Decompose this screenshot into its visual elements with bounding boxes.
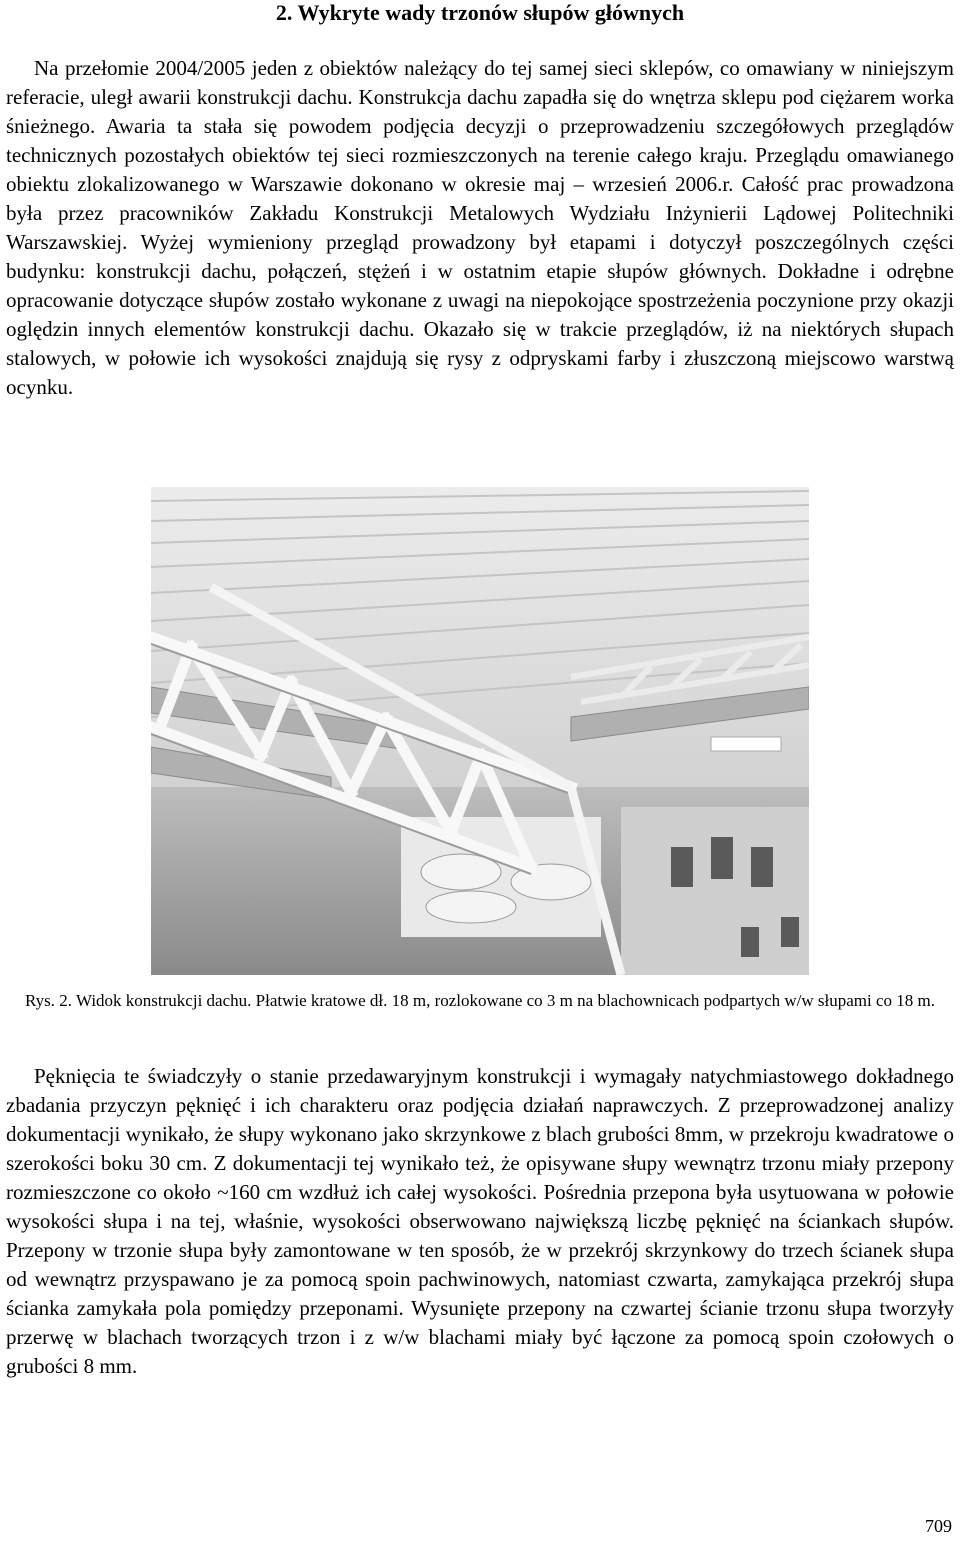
figure-caption: Rys. 2. Widok konstrukcji dachu. Płatwie kratowe dł. 18 m, rozlokowane co 3 m na blachownicach podpartych w/w słupami co 18 m. <box>25 991 935 1010</box>
section-heading: 2. Wykryte wady trzonów słupów głównych <box>275 0 685 25</box>
paragraph-intro <box>6 54 954 402</box>
paragraph-cracks-text: Pęknięcia te świadczyły o stanie przedawaryjnym konstrukcji i wymagały natychmiastowego dokładnego zbadania przyczyn pęknięć i ich charakteru oraz podjęcia działań naprawczych. Z przeprowadzonej analizy dokumentacji wynikało, że słupy wykonano jako skrzynkowe z blach grubości 8mm, w przekroju kwadratowe o szerokości boku 30 cm. Z dokumentacji tej wynikało też, że opisywane słupy wewnątrz trzonu miały przepony rozmieszczone co około ~160 cm wzdłuż ich całej wysokości. Pośrednia przepona była usytuowana w połowie wysokości słupa i na tej, właśnie, wysokości obserwowano największą liczbę pęknięć na ściankach słupów. Przepony w trzonie słupa były zamontowane w ten sposób, że w przekrój skrzynkowy do trzech ścianek słupa od wewnątrz przyspawano je za pomocą spoin pachwinowych, natomiast czwarta, zamykająca przekrój słupa ścianka zamykała pola pomiędzy przeponami. Wysunięte przepony na czwartej ścianie trzonu słupa tworzyły przerwę w blachach tworzących trzon i z w/w blachami miały być łączone za pomocą spoin czołowych o grubości 8 mm. <box>6 1064 954 1378</box>
page-number: 709 <box>925 1516 952 1536</box>
roof-structure-photo <box>151 487 809 975</box>
paragraph-intro-text: Na przełomie 2004/2005 jeden z obiektów należący do tej samej sieci sklepów, co omawiany w niniejszym referacie, uległ awarii konstrukcji dachu. Konstrukcja dachu zapadła się do wnętrza sklepu pod ciężarem worka śnieżnego. Awaria ta stała się powodem podjęcia decyzji o przeprowadzeniu szczegółowych przeglądów technicznych pozostałych obiektów tej sieci rozmieszczonych na terenie całego kraju. Przeglądu omawianego obiektu zlokalizowanego w Warszawie dokonano w okresie maj – wrzesień 2006.r. Całość prac prowadzona była przez pracowników Zakładu Konstrukcji Metalowych Wydziału Inżynierii Lądowej Politechniki Warszawskiej. Wyżej wymieniony przegląd prowadzony był etapami i dotyczył poszczególnych części budynku: konstrukcji dachu, połączeń, stężeń i w ostatnim etapie słupów głównych. Dokładne i odrębne opracowanie dotyczące słupów zostało wykonane z uwagi na niepokojące spostrzeżenia poczynione przy okazji oględzin innych elementów konstrukcji dachu. Okazało się w trakcie przeglądów, iż na niektórych słupach stalowych, w połowie ich wysokości znajdują się rysy z odpryskami farby i złuszczoną miejscowo warstwą ocynku. <box>6 56 954 399</box>
paragraph-cracks <box>6 1062 954 1381</box>
